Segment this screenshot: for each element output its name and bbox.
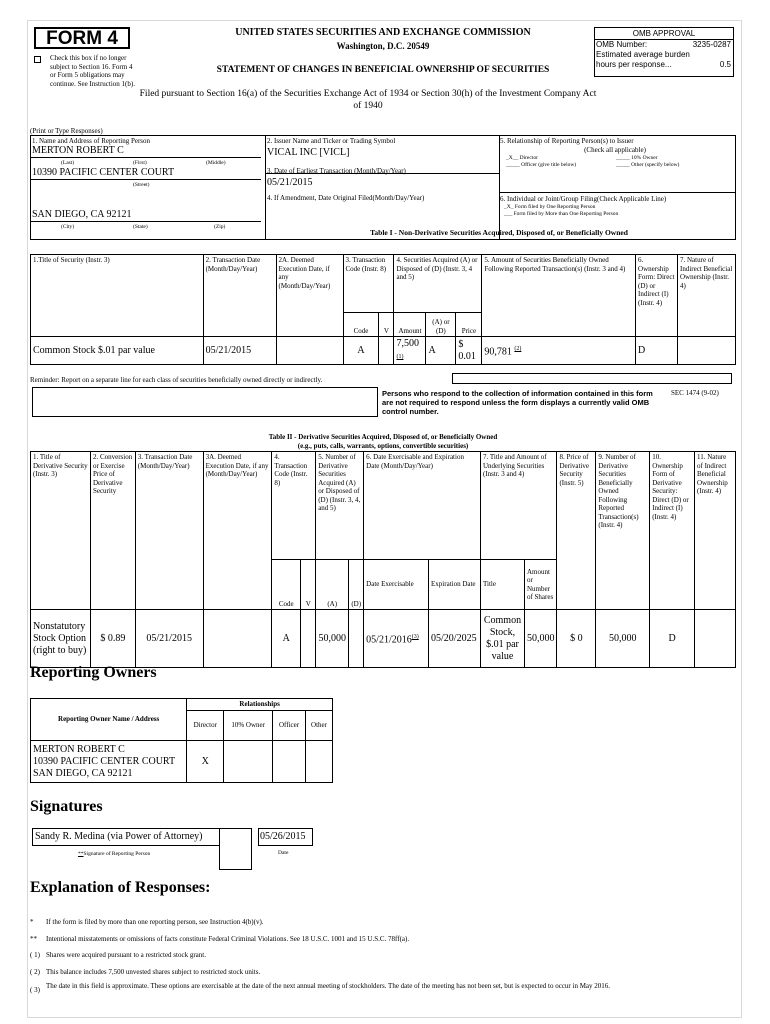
reminder-box: [452, 373, 732, 384]
signature-date: 05/26/2015: [260, 831, 306, 842]
t1-sub-v: V: [379, 313, 394, 337]
t2-derivative-price: $ 0: [557, 610, 596, 668]
t1-nature: [678, 337, 736, 365]
expl-text: The date in this field is approximate. These options are exercisable at the date of the next annual meeting of stockholders. The date of the meeting has not been set, but is expected to occur in May 2016.: [46, 982, 611, 990]
box3-label: 3. Date of Earliest Transaction (Month/Day/Year): [267, 167, 406, 175]
omb-hours: 0.5: [719, 60, 731, 69]
list-item: [30, 935, 736, 944]
t2-exercisable-cell: [364, 610, 429, 668]
omb-approval-box: [594, 27, 734, 77]
t1-deemed-date: [276, 337, 343, 365]
reporting-owners-heading: Reporting Owners: [30, 664, 157, 681]
t1-amount-footnote[interactable]: (1): [396, 354, 404, 360]
expl-text: If the form is filed by more than one reporting person, see Instruction 4(b)(v).: [46, 918, 264, 926]
t2-exercisable-footnote[interactable]: (3): [411, 633, 419, 640]
table2: [30, 451, 736, 668]
t2-sub-d: (D): [349, 560, 364, 610]
ro-col-10pct: 10% Owner: [224, 711, 273, 741]
t2-h-deemed: 3A. Deemed Execution Date, if any (Month/Day/Year): [203, 452, 272, 610]
t1-code: A: [343, 337, 379, 365]
t2-sub-v: V: [301, 560, 316, 610]
t2-underlying-title: Common Stock, $.01 par value: [481, 610, 525, 668]
expl-mark: **: [30, 934, 37, 943]
filing-more: ___ Form filed by More than One Reporting Person: [504, 211, 619, 217]
issuer-name: VICAL INC [VICL]: [267, 147, 350, 158]
t2-owned: 50,000: [596, 610, 650, 668]
no-longer-subject-checkbox[interactable]: [34, 56, 41, 63]
city-label: (City): [61, 224, 75, 230]
box6-label: 6. Individual or Joint/Group Filing(Check Applicable Line): [500, 195, 667, 203]
signer-name: Sandy R. Medina (via Power of Attorney): [35, 831, 203, 842]
persons-notice: Persons who respond to the collection of information contained in this form are not required to respond unless the form displays a currently valid OMB control number.: [382, 389, 653, 416]
t2-h-exercisable: 6. Date Exercisable and Expiration Date (Month/Day/Year): [364, 452, 481, 560]
first-label: (First): [133, 160, 147, 166]
t2-expiration-date: 05/20/2025: [429, 610, 481, 668]
ro-col-director: Director: [187, 711, 224, 741]
t1-h-nature: 7. Nature of Indirect Beneficial Ownership (Instr. 4): [678, 255, 736, 337]
t2-underlying-amount: 50,000: [524, 610, 557, 668]
expl-mark: ( 1): [30, 951, 40, 959]
expl-mark: *: [30, 918, 34, 926]
box5-sub: (Check all applicable): [584, 146, 646, 154]
t1-h-code: 3. Transaction Code (Instr. 8): [343, 255, 394, 313]
t1-sub-code: Code: [343, 313, 379, 337]
t1-h-title: 1.Title of Security (Instr. 3): [31, 255, 204, 337]
t2-sub-exercisable: Date Exercisable: [364, 560, 429, 610]
ro-col-other: Other: [306, 711, 333, 741]
t1-h-form: 6. Ownership Form: Direct (D) or Indirect (I) (Instr. 4): [636, 255, 678, 337]
relationship-officer: _____ Officer (give title below): [506, 162, 577, 168]
relationship-10pct: _____ 10% Owner: [616, 155, 658, 161]
last-label: (Last): [61, 160, 75, 166]
list-item: [30, 968, 736, 977]
omb-title: OMB APPROVAL: [595, 28, 733, 40]
omb-number: 3235-0287: [692, 40, 731, 49]
zip-label: (Zip): [214, 224, 226, 230]
expl-mark: ( 3): [30, 986, 40, 994]
form-title: FORM 4: [34, 27, 130, 49]
t2-deemed-date: [203, 610, 272, 668]
t2-h-date: 3. Transaction Date (Month/Day/Year): [135, 452, 203, 610]
t1-transaction-date: 05/21/2015: [203, 337, 276, 365]
t1-owned-cell: [482, 337, 636, 365]
t2-security-title: Nonstatutory Stock Option (right to buy): [31, 610, 91, 668]
t2-sub-amount: Amount or Number of Shares: [524, 560, 557, 610]
t1-h-owned: 5. Amount of Securities Beneficially Owned Following Reported Transaction(s) (Instr. 3 and 4): [482, 255, 636, 337]
sec-code: SEC 1474 (9-02): [671, 389, 719, 397]
state-label: (State): [133, 224, 148, 230]
explanation-list: [30, 918, 736, 999]
t2-sub-title: Title: [481, 560, 525, 610]
t1-owned-footnote[interactable]: (2): [514, 345, 522, 352]
omb-burden-label: Estimated average burden: [596, 50, 690, 59]
ro-col-officer: Officer: [273, 711, 306, 741]
street-label: (Street): [133, 182, 150, 188]
omb-hours-label: hours per response...: [596, 60, 672, 69]
blank-box: [32, 387, 378, 417]
box1-label: 1. Name and Address of Reporting Person: [32, 137, 151, 145]
t1-sub-amount: Amount: [394, 313, 426, 337]
t2-transaction-date: 05/21/2015: [135, 610, 203, 668]
ro-owner-cell: [31, 741, 187, 783]
t1-sub-price: Price: [456, 313, 482, 337]
table1-title: Table I - Non-Derivative Securities Acquired, Disposed of, or Beneficially Owned: [370, 228, 628, 237]
t2-form: D: [650, 610, 695, 668]
t1-v: [379, 337, 394, 365]
t2-conversion-price: $ 0.89: [90, 610, 135, 668]
expl-mark: ( 2): [30, 967, 40, 976]
table-row: [31, 337, 736, 365]
box2-label: 2. Issuer Name and Ticker or Trading Symbol: [267, 137, 396, 145]
filed-pursuant-text: Filed pursuant to Section 16(a) of the Securities Exchange Act of 1934 or Section 30(h) of the Investment Company Act of 1940: [139, 89, 597, 111]
check-box-text: Check this box if no longer subject to Section 16. Form 4 or Form 5 obligations may continue. See Instruction 1(b).: [50, 54, 135, 88]
form-page: [27, 20, 742, 1018]
table1: [30, 254, 736, 365]
list-item: [30, 918, 736, 927]
t2-sub-expiration: Expiration Date: [429, 560, 481, 610]
ro-owner-city: SAN DIEGO, CA 92121: [33, 767, 133, 779]
t2-code: A: [272, 610, 301, 668]
explanation-heading: Explanation of Responses:: [30, 879, 211, 896]
relationship-other: _____ Other (specify below): [616, 162, 680, 168]
t2-h-title: 1. Title of Derivative Security (Instr. 3): [31, 452, 91, 610]
t1-aord: A: [426, 337, 456, 365]
t2-h-underlying: 7. Title and Amount of Underlying Securities (Instr. 3 and 4): [481, 452, 557, 560]
agency-name: UNITED STATES SECURITIES AND EXCHANGE COMMISSION: [235, 27, 531, 38]
signature-mark: **: [78, 851, 84, 857]
t2-h-price: 8. Price of Derivative Security (Instr. 5): [557, 452, 596, 610]
middle-label: (Middle): [206, 160, 226, 166]
date-label: Date: [278, 850, 289, 856]
signature-blank-box: [219, 828, 252, 870]
expl-text: Intentional misstatements or omissions of facts constitute Federal Criminal Violations. See 18 U.S.C. 1001 and 15 U.S.C. 78ff(a).: [46, 934, 410, 943]
signatures-heading: Signatures: [30, 798, 103, 815]
list-item: [30, 982, 736, 999]
t1-owned: 90,781: [484, 346, 512, 358]
ro-owner-name: MERTON ROBERT C: [33, 743, 125, 755]
t1-h-date: 2. Transaction Date (Month/Day/Year): [203, 255, 276, 337]
t1-sub-aord: (A) or (D): [426, 313, 456, 337]
ro-owner-street: 10390 PACIFIC CENTER COURT: [33, 755, 176, 767]
omb-number-label: OMB Number:: [596, 40, 648, 49]
box5-label: 5. Relationship of Reporting Person(s) to Issuer: [500, 137, 634, 145]
table2-title: Table II - Derivative Securities Acquired, Disposed of, or Beneficially Owned: [268, 433, 498, 441]
t2-h-nature: 11. Nature of Indirect Beneficial Ownership (Instr. 4): [695, 452, 736, 610]
expl-text: Shares were acquired pursuant to a restricted stock grant.: [46, 951, 206, 959]
list-item: [30, 951, 736, 960]
reminder-text: Reminder: Report on a separate line for each class of securities beneficially owned directly or indirectly.: [30, 376, 323, 384]
box4-label: 4. If Amendment, Date Original Filed(Month/Day/Year): [267, 194, 425, 202]
t2-sub-code: Code: [272, 560, 301, 610]
t2-h-conversion: 2. Conversion or Exercise Price of Derivative Security: [90, 452, 135, 610]
t1-amount: 7,500: [396, 338, 419, 349]
t2-exercisable-date: 05/21/2016: [366, 634, 412, 646]
t1-security-title: Common Stock $.01 par value: [31, 337, 204, 365]
reporting-person-name: MERTON ROBERT C: [32, 145, 124, 156]
statement-title: STATEMENT OF CHANGES IN BENEFICIAL OWNERSHIP OF SECURITIES: [216, 65, 550, 75]
relationship-director: _X__ Director: [506, 155, 538, 161]
signature-label-text: Signature of Reporting Person: [83, 851, 151, 857]
t1-amount-cell: [394, 337, 426, 365]
t2-disposed: [349, 610, 364, 668]
reporting-owners-table: [30, 698, 333, 783]
signature-label: [78, 851, 150, 858]
t1-form: D: [636, 337, 678, 365]
t2-sub-a: (A): [316, 560, 349, 610]
t2-h-number: 5. Number of Derivative Securities Acquired (A) or Disposed of (D) (Instr. 3, 4, and 5): [316, 452, 364, 560]
t1-price: $ 0.01: [456, 337, 482, 365]
city-state-zip: SAN DIEGO, CA 92121: [32, 209, 132, 220]
agency-city: Washington, D.C. 20549: [336, 41, 430, 51]
t2-h-owned: 9. Number of Derivative Securities Beneficially Owned Following Reported Transaction(s) (Instr. 4): [596, 452, 650, 610]
table2-subtitle: (e.g., puts, calls, warrants, options, convertible securities): [297, 442, 469, 450]
t1-h-acquired: 4. Securities Acquired (A) or Disposed of (D) (Instr. 3, 4 and 5): [394, 255, 482, 313]
expl-text: This balance includes 7,500 unvested shares subject to restricted stock units.: [46, 967, 261, 976]
filing-one: _X_ Form filed by One Reporting Person: [504, 204, 596, 210]
t2-h-code: 4. Transaction Code (Instr. 8): [272, 452, 316, 560]
earliest-transaction-date: 05/21/2015: [267, 177, 313, 188]
t2-acquired: 50,000: [316, 610, 349, 668]
t2-nature: [695, 610, 736, 668]
ro-col-name: Reporting Owner Name / Address: [31, 699, 187, 741]
table-row: [31, 610, 736, 668]
t2-h-form: 10. Ownership Form of Derivative Security: Direct (D) or Indirect (I) (Instr. 4): [650, 452, 695, 610]
ro-relationships: Relationships: [187, 699, 333, 711]
t2-v: [301, 610, 316, 668]
print-type-note: (Print or Type Responses): [30, 127, 103, 135]
ro-director-x: X: [187, 741, 224, 783]
table-row: [31, 741, 333, 783]
street-address: 10390 PACIFIC CENTER COURT: [32, 167, 175, 178]
t1-h-deemed: 2A. Deemed Execution Date, if any (Month/Day/Year): [276, 255, 343, 337]
